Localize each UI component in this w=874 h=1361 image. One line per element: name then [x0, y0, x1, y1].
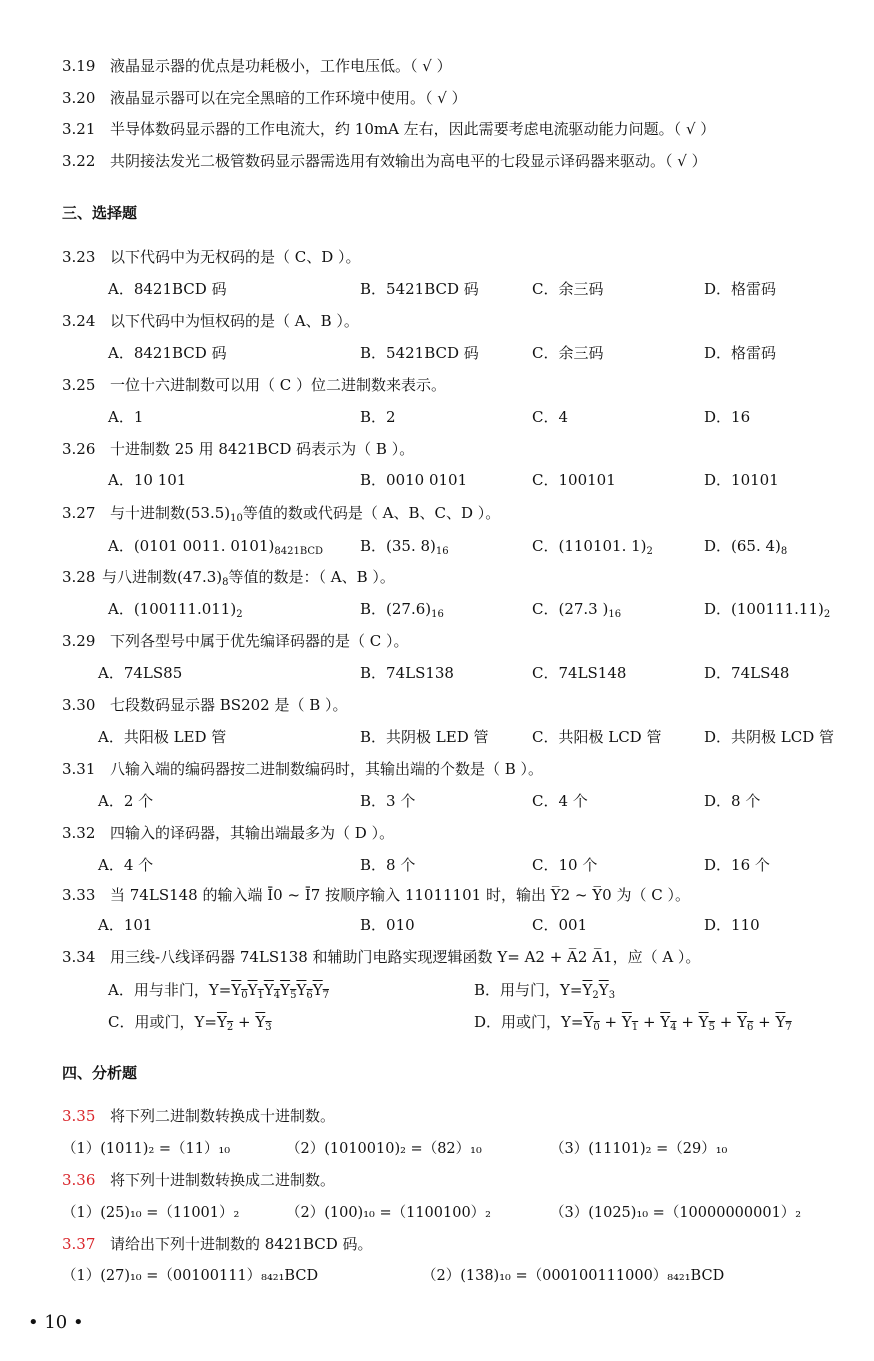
- option-a: A．4 个: [98, 856, 154, 874]
- question-3-26: [62, 438, 414, 460]
- option-d: D．格雷码: [704, 344, 777, 362]
- option-b: B．(35. 8): [360, 537, 436, 555]
- option-c: C．(27.3 ): [532, 600, 609, 618]
- question-number: 3.35: [62, 1107, 96, 1125]
- option-d: D．共阴极 LCD 管: [704, 728, 835, 746]
- answer-3: （3）(11101)₂ =（29）₁₀: [550, 1141, 728, 1157]
- option-a: A．共阳极 LED 管: [98, 728, 227, 746]
- question-text: 将下列十进制数转换成二进制数。: [110, 1171, 336, 1189]
- answer-3: （3）(1025)₁₀ =（10000000001）₂: [550, 1205, 802, 1221]
- option-b: B．74LS138: [360, 664, 454, 682]
- base-subscript: 16: [435, 546, 449, 557]
- option-c: C．001: [532, 916, 588, 934]
- question-text: 下列各型号中属于优先编译码器的是（ C ）。: [110, 632, 409, 650]
- question-3-33: [62, 884, 690, 906]
- option-b: B．010: [360, 916, 415, 934]
- option-b: B．共阴极 LED 管: [360, 728, 489, 746]
- option-d: D．格雷码: [704, 280, 777, 298]
- option-d: D．8 个: [704, 792, 761, 810]
- item-number: 3.21: [62, 120, 96, 138]
- question-text-tail: 等值的数或代码是（ A、B、C、D ）。: [242, 504, 501, 522]
- item-3-22: [62, 150, 707, 172]
- question-number: 3.29: [62, 632, 96, 650]
- base-subscript: 2: [236, 609, 243, 620]
- option-b: B．8 个: [360, 856, 416, 874]
- option-a: A．8421BCD 码: [108, 280, 227, 298]
- option-c: C．余三码: [532, 344, 604, 362]
- option-a: A．74LS85: [98, 664, 183, 682]
- option-c: C．4: [532, 408, 569, 426]
- option-c: C．100101: [532, 471, 616, 489]
- base-subscript: 10: [230, 513, 243, 524]
- question-3-34: [62, 946, 700, 968]
- option-c: C．共阳极 LCD 管: [532, 728, 662, 746]
- option-c-label: C．用或门，Y=: [108, 1013, 217, 1031]
- question-text: 用三线-八线译码器 74LS138 和辅助门电路实现逻辑函数 Y= A2 + A̅2 A̅1，应（ A ）。: [110, 948, 701, 966]
- option-b: B．(27.6): [360, 600, 432, 618]
- item-number: 3.19: [62, 57, 96, 75]
- item-text: 共阴接法发光二极管数码显示器需选用有效输出为高电平的七段显示译码器来驱动。（ √ ）: [110, 152, 707, 170]
- option-b: B．5421BCD 码: [360, 280, 479, 298]
- question-number: 3.36: [62, 1171, 96, 1189]
- question-3-37: [62, 1233, 373, 1255]
- option-b: B．0010 0101: [360, 471, 468, 489]
- option-a: A．(0101 0011. 0101): [108, 537, 275, 555]
- question-text: 以下代码中为恒权码的是（ A、B ）。: [110, 312, 359, 330]
- question-text: 十进制数 25 用 8421BCD 码表示为（ B ）。: [110, 440, 415, 458]
- question-3-29: [62, 630, 409, 652]
- option-a: [108, 979, 329, 1007]
- question-text: 请给出下列十进制数的 8421BCD 码。: [110, 1235, 373, 1253]
- question-3-31: [62, 758, 543, 780]
- option-a: A．101: [98, 916, 153, 934]
- section-title-analysis: 四、分析题: [62, 1064, 138, 1082]
- answer-2: （2）(138)₁₀ =（000100111000）₈₄₂₁BCD: [422, 1268, 725, 1284]
- option-a: A．2 个: [98, 792, 154, 810]
- item-number: 3.20: [62, 89, 96, 107]
- question-3-32: [62, 822, 394, 844]
- answer-1: （1）(27)₁₀ =（00100111）₈₄₂₁BCD: [62, 1268, 319, 1284]
- option-c: C．余三码: [532, 280, 604, 298]
- option-d: D．(100111.11): [704, 600, 824, 618]
- question-number: 3.25: [62, 376, 96, 394]
- option-b: B．3 个: [360, 792, 416, 810]
- option-d: D．74LS48: [704, 664, 790, 682]
- option-d: D．用或门，$Y=Y_0 + Y_1 + Y_4 + Y_5 + Y_6 + Y_7$: [474, 1013, 792, 1033]
- option-a: A．10 101: [108, 471, 187, 489]
- question-number: 3.26: [62, 440, 96, 458]
- question-number: 3.33: [62, 886, 96, 904]
- base-subscript: 8421BCD: [274, 546, 324, 557]
- question-text: 四输入的译码器，其输出端最多为（ D ）。: [110, 824, 395, 842]
- question-text-tail: 等值的数是：（ A、B ）。: [228, 568, 395, 586]
- answer-1: （1）(25)₁₀ =（11001）₂: [62, 1205, 240, 1221]
- question-number: 3.31: [62, 760, 96, 778]
- base-subscript: 16: [608, 609, 622, 620]
- option-c: C．74LS148: [532, 664, 627, 682]
- base-subscript: 2: [823, 609, 831, 620]
- item-3-20: [62, 87, 467, 109]
- option-b: B．5421BCD 码: [360, 344, 479, 362]
- question-3-23: [62, 246, 361, 268]
- item-number: 3.22: [62, 152, 96, 170]
- answer-2: （2）(100)₁₀ =（1100100）₂: [286, 1205, 491, 1221]
- question-text: 将下列二进制数转换成十进制数。: [110, 1107, 336, 1125]
- question-text: 当 74LS148 的输入端 Ī0 ~ Ī7 按顺序输入 11011101 时，输出 Y̅2 ~ Y̅0 为（ C ）。: [110, 886, 690, 904]
- question-number: 3.28: [62, 568, 96, 586]
- question-3-30: [62, 694, 348, 716]
- item-text: 液晶显示器的优点是功耗极小，工作电压低。（ √ ）: [110, 57, 452, 75]
- question-number: 3.27: [62, 504, 96, 522]
- option-d-label: D．用或门，Y=: [474, 1013, 584, 1031]
- option-a: A．(100111.011): [108, 600, 237, 618]
- item-3-21: [62, 118, 715, 140]
- question-number: 3.24: [62, 312, 96, 330]
- answer-2: （2）(1010010)₂ =（82）₁₀: [286, 1141, 482, 1157]
- question-number: 3.23: [62, 248, 96, 266]
- question-number: 3.30: [62, 696, 96, 714]
- option-d: D．16: [704, 408, 751, 426]
- option-b: B．用与门，$Y=\overline{Y}_2\overline{Y}_3$: [474, 981, 616, 1001]
- option-d: D．110: [704, 916, 760, 934]
- question-text: 八输入端的编码器按二进制数编码时，其输出端的个数是（ B ）。: [110, 760, 544, 778]
- question-text: 与十进制数(53.5): [110, 504, 231, 522]
- base-subscript: 16: [431, 609, 444, 620]
- option-b-label: B．用与门，Y=: [474, 981, 583, 999]
- base-subscript: 8: [780, 546, 788, 557]
- question-number: 3.34: [62, 948, 96, 966]
- page-number: • 10 •: [28, 1312, 84, 1333]
- option-d: D．10101: [704, 471, 779, 489]
- question-number: 3.32: [62, 824, 96, 842]
- question-text: 以下代码中为无权码的是（ C、D ）。: [110, 248, 361, 266]
- option-c: C．4 个: [532, 792, 588, 810]
- question-3-35: [62, 1105, 335, 1127]
- option-d: D．16 个: [704, 856, 770, 874]
- question-text: 七段数码显示器 BS202 是（ B ）。: [110, 696, 348, 714]
- question-3-28: [62, 566, 395, 594]
- option-d: D．(65. 4): [704, 537, 781, 555]
- option-a: A．1: [108, 408, 144, 426]
- item-text: 液晶显示器可以在完全黑暗的工作环境中使用。（ √ ）: [110, 89, 467, 107]
- option-a: A．8421BCD 码: [108, 344, 227, 362]
- base-subscript: 2: [646, 546, 653, 557]
- question-3-24: [62, 310, 359, 332]
- question-3-25: [62, 374, 446, 396]
- option-b: B．2: [360, 408, 396, 426]
- base-subscript: 8: [222, 577, 229, 588]
- question-3-27: [62, 502, 500, 530]
- nand-expression: $Y_0Y_1Y_4Y_5Y_6Y_7$: [231, 981, 329, 1001]
- item-3-19: [62, 55, 452, 77]
- question-text: 一位十六进制数可以用（ C ）位二进制数来表示。: [110, 376, 447, 394]
- item-text: 半导体数码显示器的工作电流大，约 10mA 左右，因此需要考虑电流驱动能力问题。（ √ ）: [110, 120, 716, 138]
- option-c: C．用或门，$Y=Y_2 + Y_3$: [108, 1013, 272, 1033]
- question-text: 与八进制数(47.3): [102, 568, 223, 586]
- option-c: C．10 个: [532, 856, 598, 874]
- question-3-36: [62, 1169, 335, 1191]
- section-title-choice: 三、选择题: [62, 204, 138, 222]
- option-c: C．(110101. 1): [532, 537, 647, 555]
- option-a-label: A．用与非门，Y=: [108, 981, 232, 999]
- question-number: 3.37: [62, 1235, 96, 1253]
- answer-1: （1）(1011)₂ =（11）₁₀: [62, 1141, 231, 1157]
